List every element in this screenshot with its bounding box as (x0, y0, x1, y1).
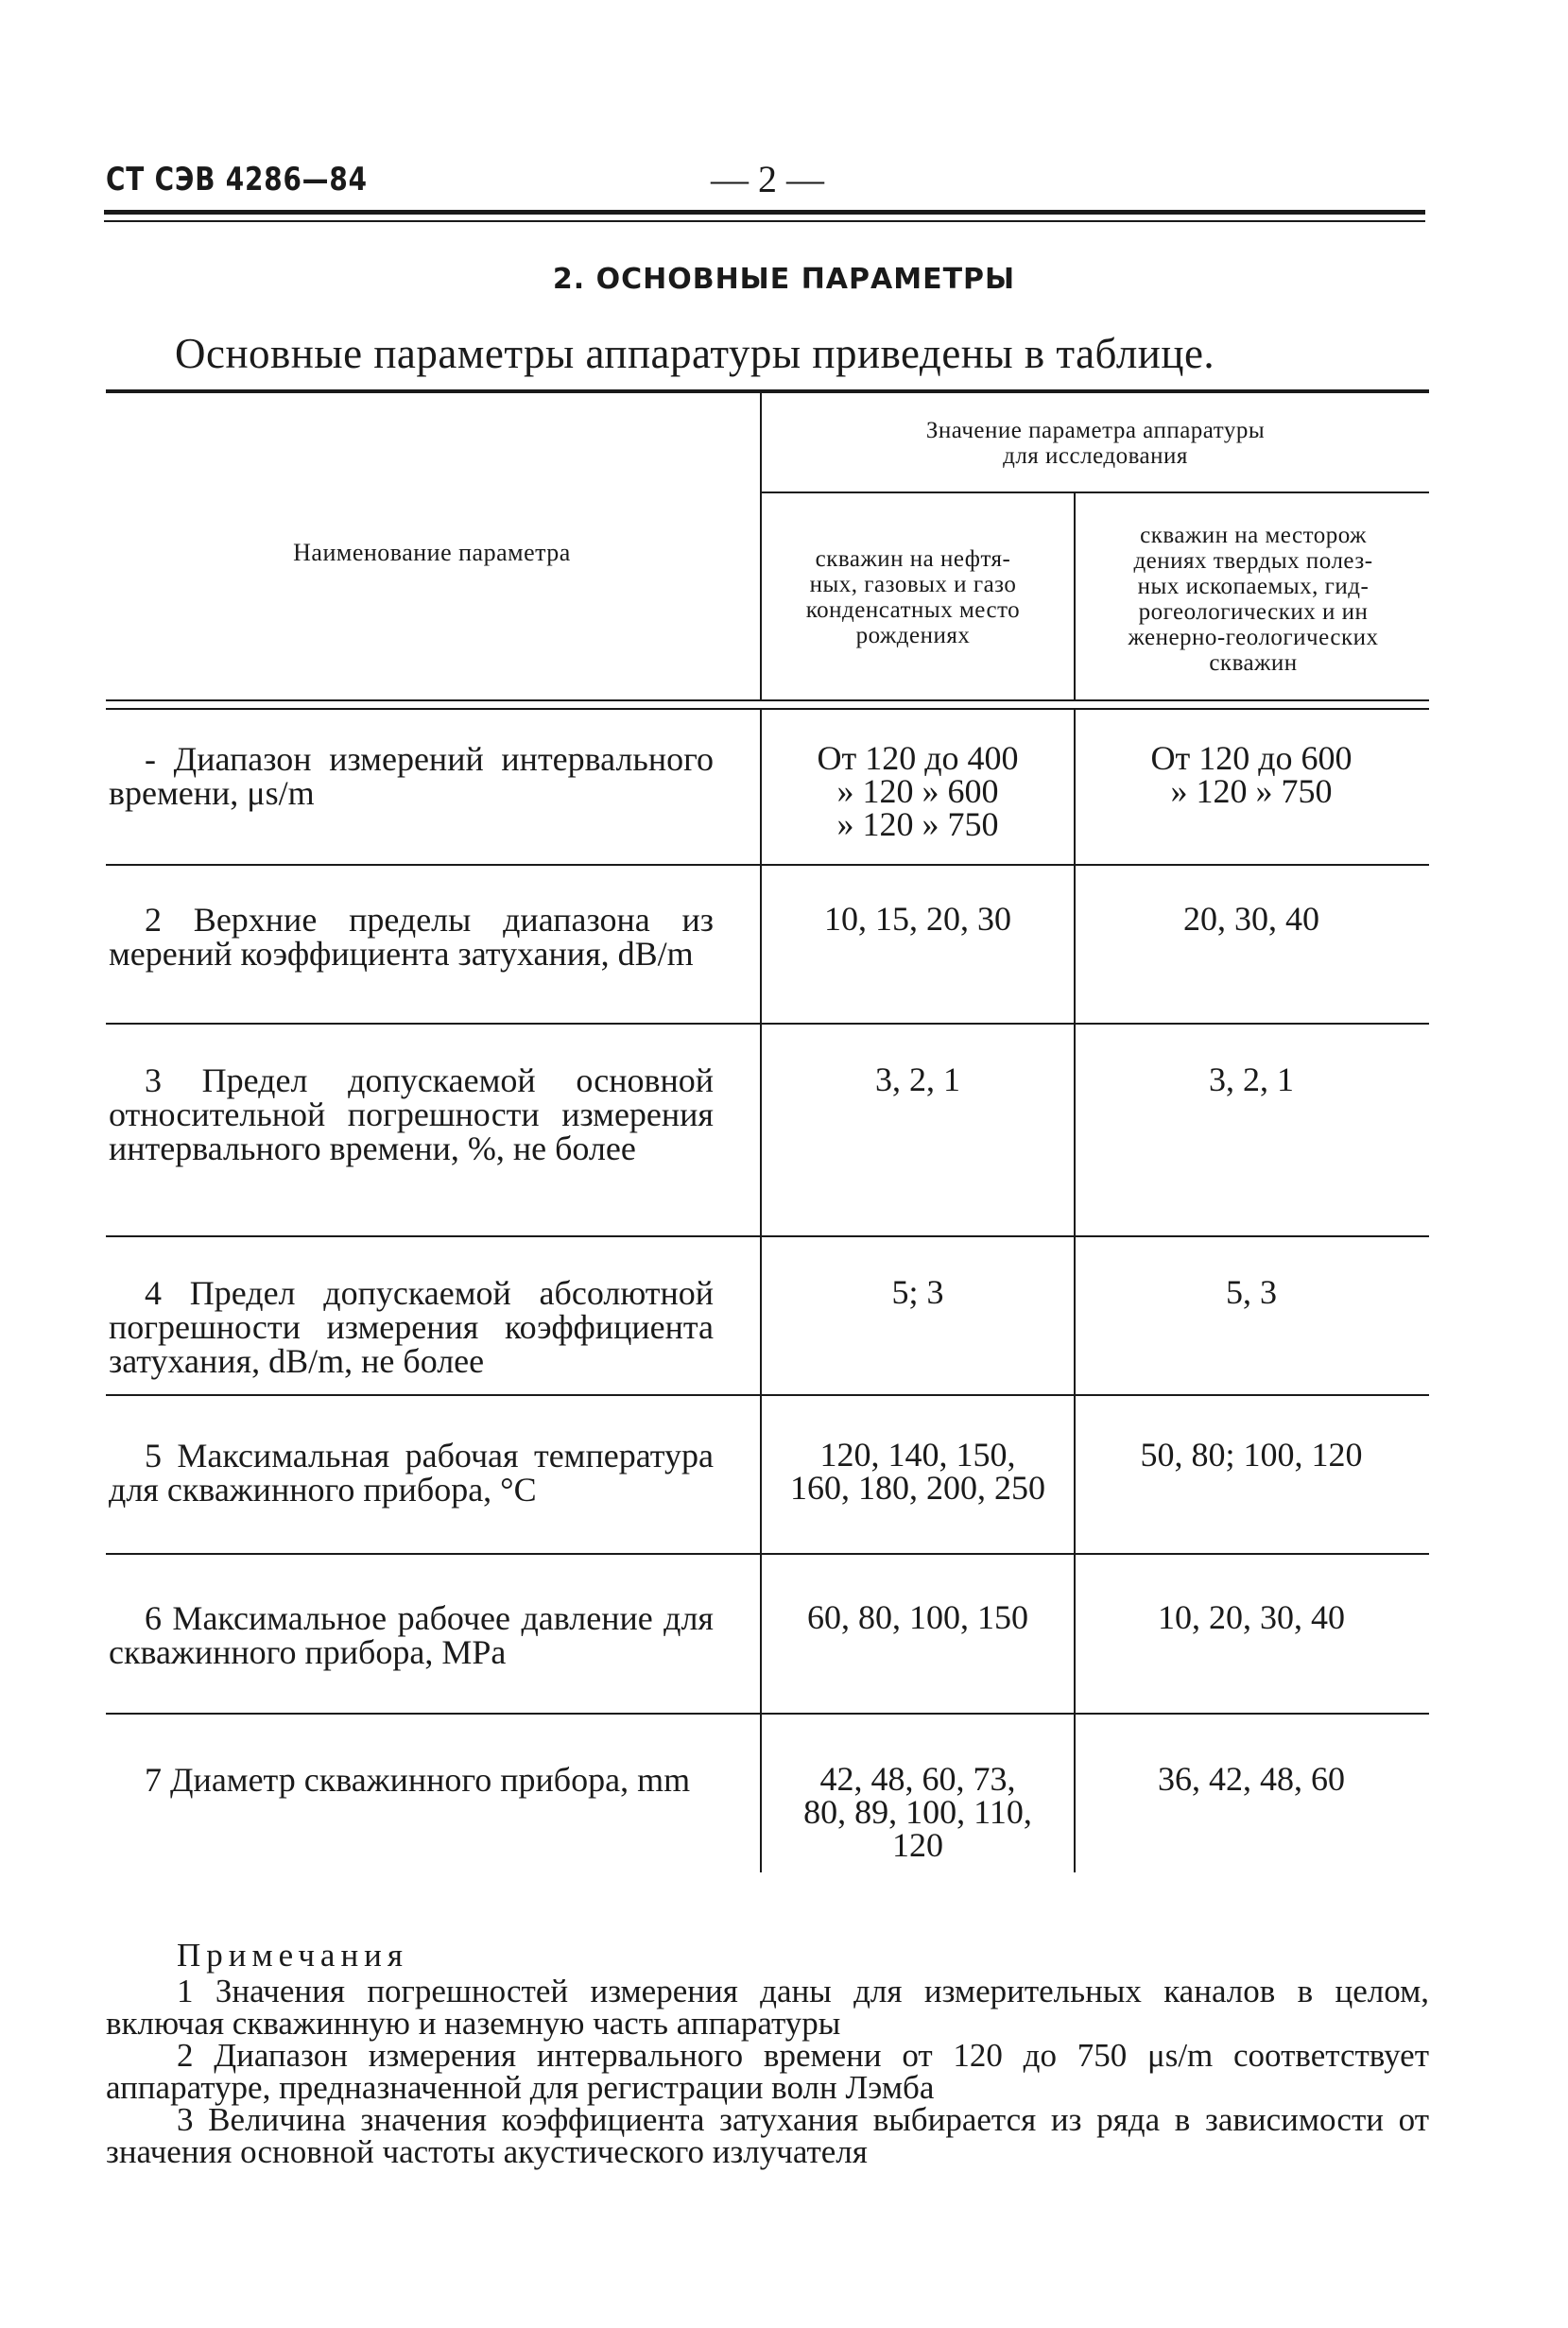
table-cell-oil (762, 900, 1074, 938)
table-row-name: 7 Диаметр скважинного прибора, mm (145, 1761, 691, 1799)
cell-line: 50, 80; 100, 120 (1140, 1436, 1363, 1474)
cell-line: » 120 » 750 (1170, 772, 1333, 810)
cell-line: 42, 48, 60, 73, (819, 1760, 1016, 1798)
solid-header-line: дениях твердых полез- (1133, 548, 1373, 574)
solid-header-line: рогеологических и ин (1138, 599, 1369, 625)
solid-header-line: скважин на месторож (1140, 523, 1367, 548)
header-bottom-rule (106, 699, 1429, 701)
table-cell-solid (1076, 1273, 1427, 1311)
column-header-oil-gas (752, 546, 1074, 648)
notes-section (106, 1937, 1429, 2170)
solid-header-line: ных ископаемых, гид- (1137, 574, 1370, 599)
notes-title: Примечания (177, 1937, 409, 1974)
cell-line: 120, 140, 150, (819, 1436, 1016, 1474)
cell-line: 3, 2, 1 (1209, 1061, 1294, 1098)
oil-header-line: конденсатных место (805, 597, 1021, 623)
table-row-name: - Диапазон измерений интервального времени, μs/m (109, 740, 714, 812)
group-header-line: Значение параметра аппаратуры (925, 418, 1266, 443)
table-cell-oil (762, 1436, 1074, 1507)
page-number: — 2 — (711, 158, 824, 200)
table-cell-oil (762, 1598, 1074, 1636)
cell-line: От 120 до 400 (817, 739, 1019, 777)
cell-line: 36, 42, 48, 60 (1158, 1760, 1345, 1798)
table-cell-solid (1076, 1436, 1427, 1474)
table-cell-solid (1076, 900, 1427, 938)
solid-header-line: скважин (1209, 650, 1298, 676)
section-title: 2. ОСНОВНЫЕ ПАРАМЕТРЫ (552, 263, 1016, 296)
row-separator (106, 1394, 1429, 1396)
note-item: 1 Значения погрешностей измерения даны для измерительных каналов в целом, включая скважинную и наземную часть аппаратуры (106, 1973, 1429, 2042)
table-cell-solid (1076, 739, 1427, 810)
group-header-line: для исследования (1003, 443, 1188, 469)
table-cell-solid (1076, 1063, 1427, 1096)
header-rule (104, 210, 1425, 215)
intro-text: Основные параметры аппаратуры приведены в таблице. (175, 330, 1215, 377)
cell-line: 3, 2, 1 (875, 1061, 960, 1098)
note-item: 2 Диапазон измерения интервального времени от 120 до 750 μs/m соответствует аппаратуре, предназначенной для регистрации волн Лэмба (106, 2037, 1429, 2106)
page-header (106, 158, 1429, 217)
cell-line: 20, 30, 40 (1183, 900, 1319, 938)
oil-header-line: скважин на нефтя- (815, 546, 1011, 572)
row-separator (106, 1713, 1429, 1715)
oil-header-line: ных, газовых и газо (809, 572, 1017, 597)
row-separator (106, 1235, 1429, 1237)
row-separator (106, 1553, 1429, 1555)
cell-line: От 120 до 600 (1150, 739, 1353, 777)
group-header-rule (762, 491, 1429, 493)
table-row-name: 2 Верхние пределы диапазона из мерений коэффициента затухания, dB/m (109, 901, 714, 973)
table-cell-oil (762, 739, 1074, 843)
row-separator (106, 864, 1429, 866)
column-divider (1074, 493, 1076, 701)
cell-line: » 120 » 750 (836, 805, 999, 843)
document-code: СТ СЭВ 4286—84 (106, 161, 368, 198)
column-header-solid-minerals (1077, 523, 1429, 676)
table-top-rule (106, 389, 1429, 393)
header-bottom-rule-2 (106, 708, 1429, 710)
cell-line: 10, 15, 20, 30 (824, 900, 1011, 938)
table-cell-solid (1076, 1598, 1427, 1636)
column-header-group (762, 418, 1429, 469)
cell-line: 160, 180, 200, 250 (790, 1469, 1045, 1507)
cell-line: 10, 20, 30, 40 (1158, 1598, 1345, 1636)
table-row-name: 6 Максимальное рабочее давление для скважинного прибора, MPa (109, 1599, 714, 1671)
note-item: 3 Величина значения коэффициента затухания выбирается из ряда в зависимости от значения основной частоты акустического излучателя (106, 2101, 1429, 2170)
solid-header-line: женерно-геологических (1128, 625, 1379, 650)
cell-line: 5, 3 (1226, 1273, 1277, 1311)
header-rule-thin (104, 220, 1425, 222)
table-row-name: 4 Предел допускаемой абсолютной погрешности измерения коэффициента затухания, dB/m, не более (109, 1274, 714, 1380)
cell-line: 80, 89, 100, 110, (803, 1793, 1032, 1831)
cell-line: » 120 » 600 (836, 772, 999, 810)
table-cell-oil (762, 1063, 1074, 1096)
cell-line: 5; 3 (891, 1273, 944, 1311)
oil-header-line: рождениях (855, 623, 971, 648)
row-separator (106, 1023, 1429, 1025)
table-cell-oil (762, 1760, 1074, 1864)
cell-line: 120 (892, 1826, 943, 1864)
table-cell-solid (1076, 1760, 1427, 1798)
cell-line: 60, 80, 100, 150 (807, 1598, 1028, 1636)
table-row-name: 3 Предел допускаемой основной относительной погрешности измерения интервального времени, %, не более (109, 1061, 714, 1167)
column-header-parameter: Наименование параметра (293, 539, 571, 566)
column-divider (760, 389, 762, 701)
table-cell-oil (762, 1273, 1074, 1311)
table-row-name: 5 Максимальная рабочая температура для скважинного прибора, °C (109, 1437, 714, 1509)
